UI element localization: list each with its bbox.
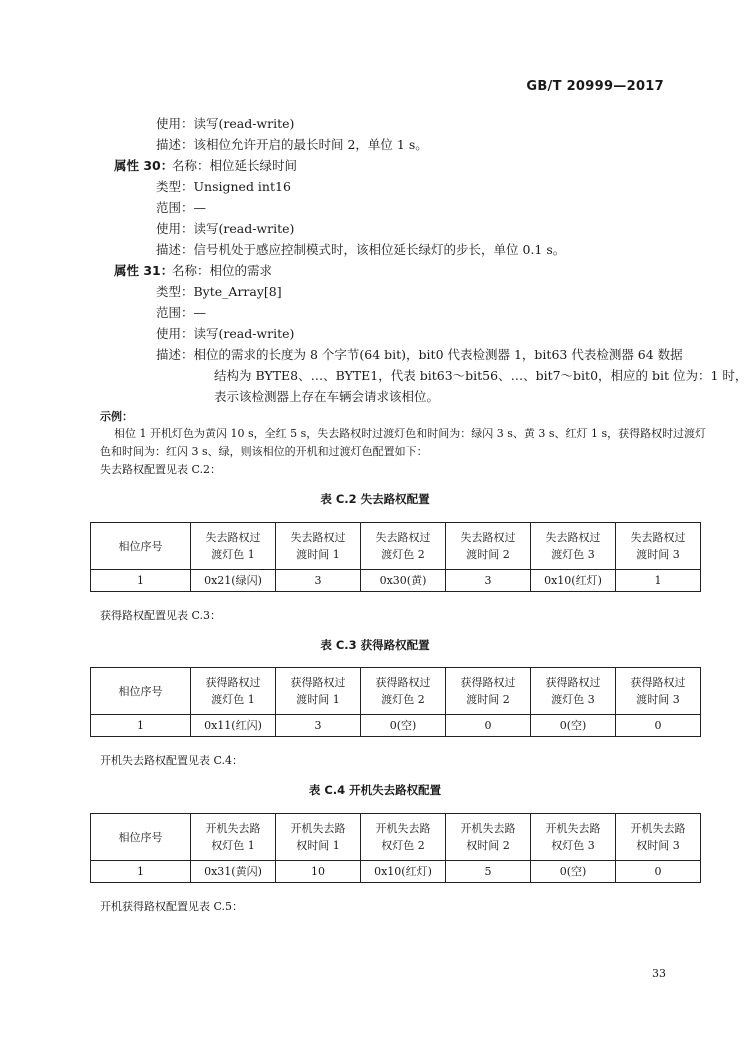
table-cell: 5 [446,861,531,883]
lose-right-table [90,522,701,592]
table-caption: 表 C.3 获得路权配置 [320,638,430,652]
table-header: 开机失去路 权时间 1 [276,814,361,861]
reference-line: 开机获得路权配置见表 C.5： [100,900,244,913]
table-header: 获得路权过 渡时间 1 [276,668,361,715]
table-header: 开机失去路 权时间 3 [616,814,701,861]
description-continuation: 表示该检测器上存在车辆会请求该相位。 [214,389,440,404]
type-line: 类型：Unsigned int16 [156,179,291,194]
standard-number: GB/T 20999—2017 [526,79,664,94]
table-header: 开机失去路 权灯色 1 [191,814,276,861]
table-cell: 0x30(黄) [361,570,446,592]
table-cell: 0(空) [361,715,446,737]
range-line: 范围：— [156,200,207,215]
table-header: 失去路权过 渡时间 2 [446,523,531,570]
reference-line: 失去路权配置见表 C.2： [100,463,222,476]
table-header: 失去路权过 渡灯色 3 [531,523,616,570]
table-caption: 表 C.2 失去路权配置 [320,492,430,506]
table-header: 相位序号 [91,668,191,715]
usage-line: 使用：读写(read-write) [156,326,295,341]
table-caption: 表 C.4 开机失去路权配置 [308,783,442,797]
table-header: 失去路权过 渡时间 1 [276,523,361,570]
table-cell: 1 [91,570,191,592]
table-cell: 3 [276,715,361,737]
table-header: 失去路权过 渡时间 3 [616,523,701,570]
table-header: 开机失去路 权灯色 3 [531,814,616,861]
reference-line: 开机失去路权配置见表 C.4： [100,754,244,767]
table-header: 获得路权过 渡时间 2 [446,668,531,715]
description-line: 描述：该相位允许开启的最长时间 2，单位 1 s。 [156,137,428,152]
table-cell: 1 [91,861,191,883]
table-cell: 0(空) [531,715,616,737]
description-continuation: 结构为 BYTE8、…、BYTE1，代表 bit63～bit56、…、bit7～bit0，相应的 bit 位为：1 时， [214,368,748,383]
attribute-30-label: 属性 30： [114,158,174,173]
table-header: 失去路权过 渡灯色 2 [361,523,446,570]
range-line: 范围：— [156,305,207,320]
table-cell: 0x21(绿闪) [191,570,276,592]
table-cell: 0 [616,861,701,883]
example-text: 相位 1 开机灯色为黄闪 10 s，全红 5 s，失去路权时过渡灯色和时间为：绿闪 3 s、黄 3 s、红灯 1 s，获得路权时过渡灯 [114,427,707,440]
table-header: 开机失去路 权灯色 2 [361,814,446,861]
table-row [91,570,701,592]
table-header: 开机失去路 权时间 2 [446,814,531,861]
table-cell: 0x10(红灯) [531,570,616,592]
table-cell: 0x31(黄闪) [191,861,276,883]
attribute-30-name: 名称：相位延长绿时间 [172,158,298,173]
description-line: 描述：相位的需求的长度为 8 个字节(64 bit)，bit0 代表检测器 1，bit63 代表检测器 64 数据 [156,347,683,362]
table-header: 失去路权过 渡灯色 1 [191,523,276,570]
table-header: 获得路权过 渡灯色 3 [531,668,616,715]
table-row [91,861,701,883]
table-cell: 0x11(红闪) [191,715,276,737]
table-cell: 1 [616,570,701,592]
table-cell: 0x10(红灯) [361,861,446,883]
usage-line: 使用：读写(read-write) [156,221,295,236]
description-line: 描述：信号机处于感应控制模式时，该相位延长绿灯的步长，单位 0.1 s。 [156,242,566,257]
table-header: 相位序号 [91,814,191,861]
table-cell: 1 [91,715,191,737]
table-cell: 0 [446,715,531,737]
table-cell: 0(空) [531,861,616,883]
table-cell: 3 [276,570,361,592]
table-header: 获得路权过 渡灯色 2 [361,668,446,715]
table-header: 获得路权过 渡时间 3 [616,668,701,715]
table-row [91,715,701,737]
table-header: 相位序号 [91,523,191,570]
example-label: 示例： [100,410,133,423]
type-line: 类型：Byte_Array[8] [156,284,282,299]
startup-lose-right-table [90,813,701,883]
attribute-31-name: 名称：相位的需求 [172,263,273,278]
gain-right-table [90,667,701,737]
attribute-31-label: 属性 31： [114,263,174,278]
page-number: 33 [652,967,666,980]
table-cell: 0 [616,715,701,737]
example-text: 色和时间为：红闪 3 s、绿，则该相位的开机和过渡灯色配置如下： [100,445,428,458]
table-cell: 10 [276,861,361,883]
usage-line: 使用：读写(read-write) [156,116,295,131]
table-cell: 3 [446,570,531,592]
table-header: 获得路权过 渡灯色 1 [191,668,276,715]
reference-line: 获得路权配置见表 C.3： [100,609,222,622]
